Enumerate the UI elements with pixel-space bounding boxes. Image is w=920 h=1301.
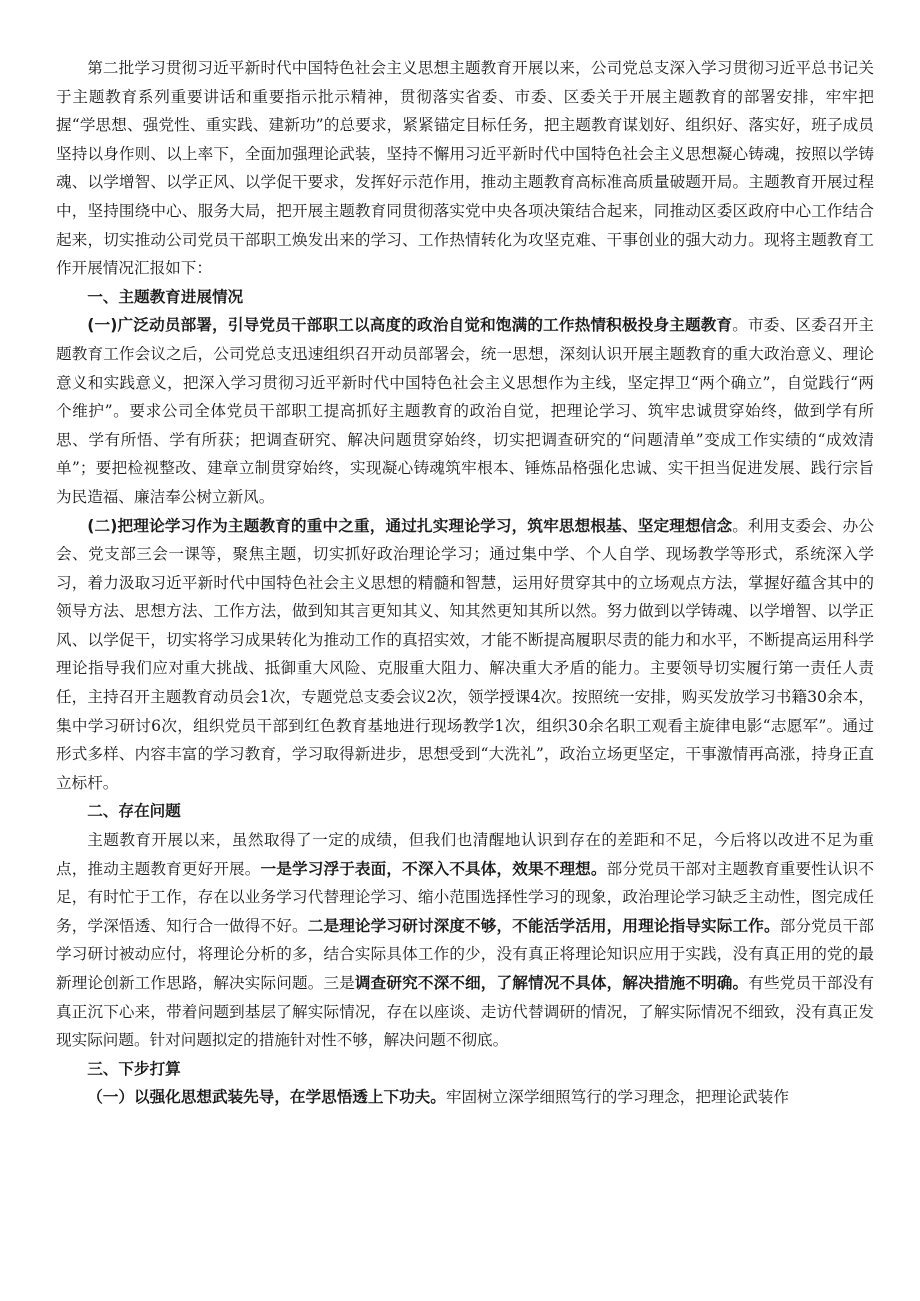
intro-paragraph: 第二批学习贯彻习近平新时代中国特色社会主义思想主题教育开展以来，公司党总支深入学习贯彻习近平总书记关于主题教育系列重要讲话和重要指示批示精神，贯彻落实省委、市委、区委关于开展主题教育的部署安排，牢牢把握“学思想、强党性、重实践、建新功”的总要求，紧紧锚定目标任务，把主题教育谋划好、组织好、落实好，班子成员坚持以身作则、以上率下，全面加强理论武装，坚持不懈用习近平新时代中国特色社会主义思想凝心铸魂，按照以学铸魂、以学增智、以学正风、以学促干要求，发挥好示范作用，推动主题教育高标准高质量破题开局。主题教育开展过程中，坚持围绕中心、服务大局，把开展主题教育同贯彻落实党中央各项决策结合起来，同推动区委区政府中心工作结合起来，切实推动公司党员干部职工焕发出来的学习、工作热情转化为攻坚克难、干事创业的强大动力。现将主题教育工作开展情况汇报如下： [56, 59, 874, 278]
section-1-item-2 [56, 512, 874, 798]
section-1-item-2-lead: (二)把理论学习作为主题教育的重中之重，通过扎实理论学习，筑牢思想根基、坚定理想信念 [87, 516, 733, 535]
section-3-item-1-lead: （一）以强化思想武装先导，在学思悟透上下功夫。 [87, 1088, 446, 1107]
section-1-item-1 [56, 311, 874, 511]
section-1-item-2-body: 。利用支委会、办公会、党支部三会一课等，聚焦主题，切实抓好政治理论学习；通过集中学、个人自学、现场教学等形式，系统深入学习，着力汲取习近平新时代中国特色社会主义思想的精髓和智慧，运用好贯穿其中的立场观点方法，掌握好蕴含其中的领导方法、思想方法、工作方法，做到知其言更知其义、知其然更知其所以然。努力做到以学铸魂、以学增智、以学正风、以学促干，切实将学习成果转化为推动工作的真招实效，才能不断提高履职尽责的能力和水平，不断提高运用科学理论指导我们应对重大挑战、抵御重大风险、克服重大阻力、解决重大矛盾的能力。主要领导切实履行第一责任人责任，主持召开主题教育动员会1次，专题党总支委会议2次，领学授课4次。按照统一安排，购买发放学习书籍30余本，集中学习研讨6次，组织党员干部到红色教育基地进行现场教学1次，组织30余名职工观看主旋律电影“志愿军”。通过形式多样、内容丰富的学习教育，学习取得新进步，思想受到“大洗礼”，政治立场更坚定，干事激情再高涨，持身正直立标杆。 [56, 516, 874, 792]
section-2-bold-1: 一是学习浮于表面，不深入不具体，效果不理想。 [260, 859, 607, 878]
section-2-text-4: 有些党员干部没有真正沉下心来，带着问题到基层了解实际情况，存在以座谈、走访代替调研的情况，了解实际情况不细致，没有真正发现实际问题。针对问题拟定的措施针对性不够，解决问题不彻底。 [56, 974, 874, 1050]
section-3-item-1-body: 牢固树立深学细照笃行的学习理念，把理论武装作 [445, 1088, 789, 1107]
section-3-heading: 三、下步打算 [87, 1059, 181, 1078]
section-1-item-1-body: 。市委、区委召开主题教育工作会议之后，公司党总支迅速组织召开动员部署会，统一思想，深刻认识开展主题教育的重大政治意义、理论意义和实践意义，把深入学习贯彻习近平新时代中国特色社会主义思想作为主线，坚定捍卫“两个确立”，自觉践行“两个维护”。要求公司全体党员干部职工提高抓好主题教育的政治自觉，把理论学习、筑牢忠诚贯穿始终，做到学有所思、学有所悟、学有所获；把调查研究、解决问题贯穿始终，切实把调查研究的“问题清单”变成工作实绩的“成效清单”；要把检视整改、建章立制贯穿始终，实现凝心铸魂筑牢根本、锤炼品格强化忠诚、实干担当促进发展、践行宗旨为民造福、廉洁奉公树立新风。 [56, 316, 874, 506]
section-2-bold-2: 二是理论学习研讨深度不够，不能活学活用，用理论指导实际工作。 [307, 916, 780, 935]
section-1-heading: 一、主题教育进展情况 [87, 287, 244, 306]
section-3-item-1 [56, 1083, 874, 1112]
section-2-bold-3: 调查研究不深不细，了解情况不具体，解决措施不明确。 [354, 974, 749, 992]
section-2-text-3: 部分党员干部学习研讨被动应付，将理论分析的多，结合实际具体工作的少，没有真正将理论知识应用于实践，没有真正用的党的最新理论创新工作思路，解决实际问题。三是 [56, 916, 874, 992]
section-2-text-1: 主题教育开展以来，虽然取得了一定的成绩，但我们也清醒地认识到存在的差距和不足，今后将以改进不足为重点，推动主题教育更好开展。 [56, 831, 874, 878]
section-1-item-1-lead: (一)广泛动员部署，引导党员干部职工以高度的政治自觉和饱满的工作热情积极投身主题教育 [87, 316, 733, 335]
section-2-heading: 二、存在问题 [87, 802, 181, 821]
section-2-paragraph [56, 826, 874, 1055]
section-2-text-2: 部分党员干部对主题教育重要性认识不足，有时忙于工作，存在以业务学习代替理论学习、缩小范围选择性学习的现象，政治理论学习缺乏主动性，图完成任务，学深悟透、知行合一做得不好。 [56, 859, 874, 935]
